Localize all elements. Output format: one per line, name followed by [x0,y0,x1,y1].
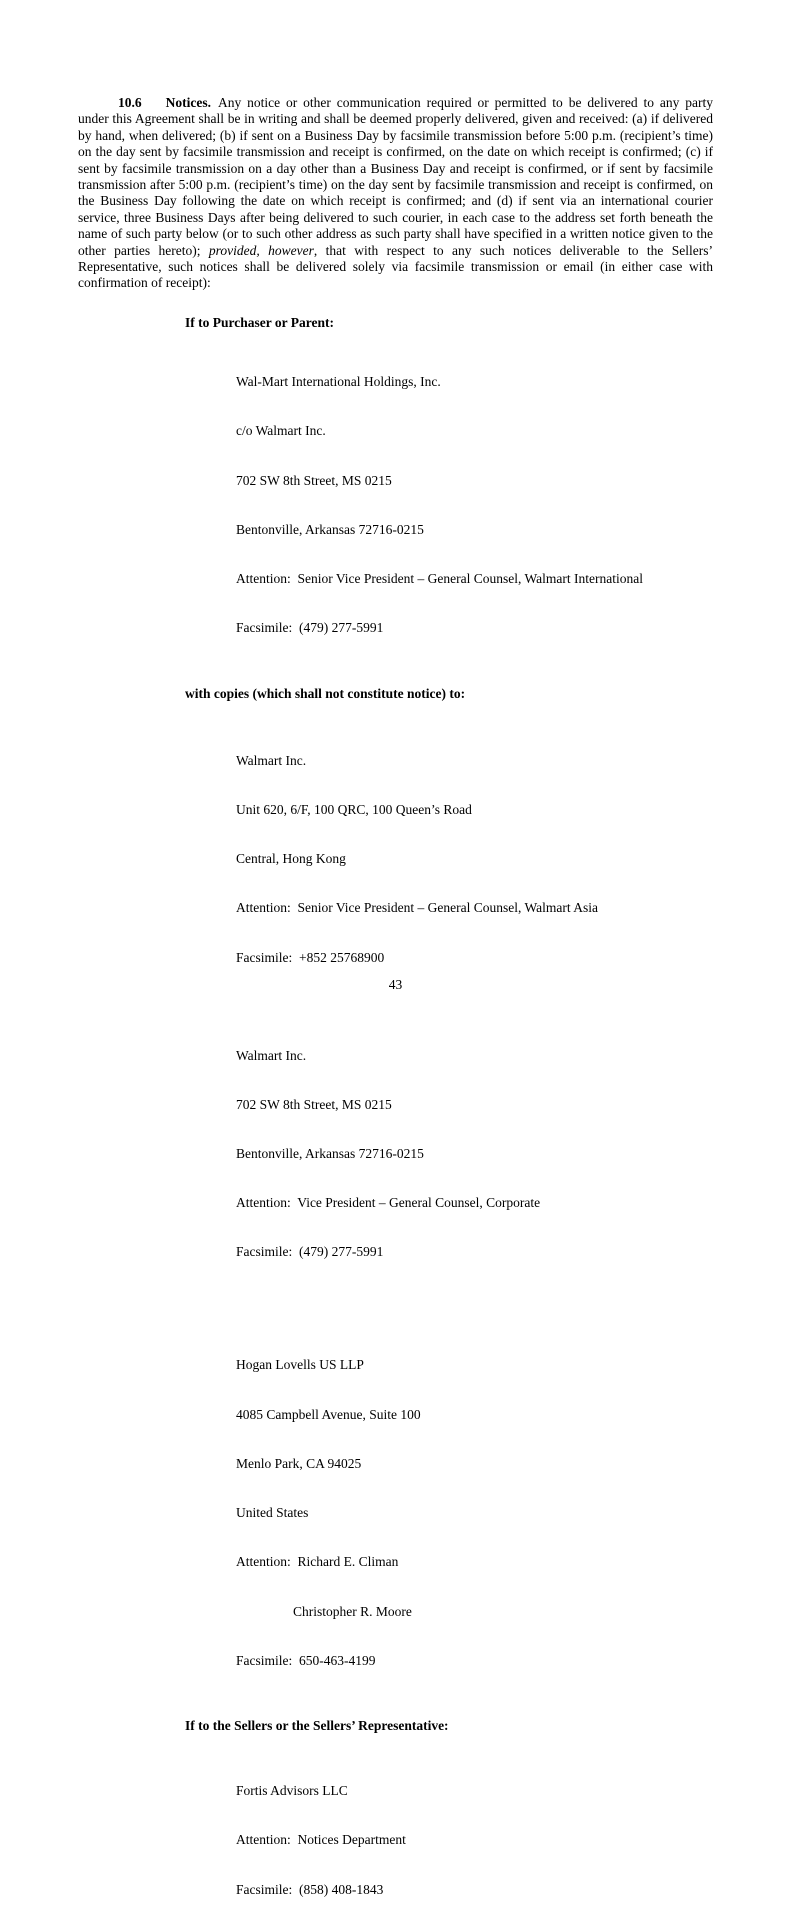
address-line: Walmart Inc. [236,752,307,768]
section-paragraph [78,95,713,292]
address-line: Wal-Mart International Holdings, Inc. [236,374,441,390]
address-line: Menlo Park, CA 94025 [236,1455,362,1471]
document-content [78,95,713,1931]
address-line: Hogan Lovells US LLP [236,1357,364,1373]
facsimile-line: Facsimile: 650-463-4199 [236,1652,376,1668]
address-line: c/o Walmart Inc. [236,423,326,439]
copies-notice-heading: with copies (which shall not constitute notice) to: [185,686,466,702]
attention-line: Attention: Notices Department [236,1832,406,1848]
facsimile-line: Facsimile: (479) 277-5991 [236,620,384,636]
page-number: 43 [388,977,403,992]
hogan-lovells-address-block [236,1325,713,1702]
attention-second-name-line: Christopher R. Moore [293,1603,412,1619]
fortis-address-block [236,1750,713,1930]
address-line: Central, Hong Kong [236,851,346,867]
section-body-italic-phrase: provided, however [208,242,314,258]
facsimile-line: Facsimile: (858) 408-1843 [236,1881,384,1897]
walmart-corporate-address-block [236,1015,713,1294]
attention-line: Attention: Richard E. Climan [236,1554,399,1570]
address-line: Walmart Inc. [236,1047,307,1063]
address-line: Fortis Advisors LLC [236,1783,348,1799]
address-line: United States [236,1505,309,1521]
attention-line: Attention: Vice President – General Counsel, Corporate [236,1195,541,1211]
facsimile-line: Facsimile: (479) 277-5991 [236,1244,384,1260]
attention-line: Attention: Senior Vice President – General Counsel, Walmart International [236,570,644,586]
purchaser-notice-heading: If to Purchaser or Parent: [185,314,334,330]
section-title: Notices. [165,95,211,110]
address-line: 702 SW 8th Street, MS 0215 [236,472,392,488]
attention-line: Attention: Senior Vice President – General Counsel, Walmart Asia [236,900,599,916]
walmart-asia-address-block [236,720,713,999]
facsimile-line: Facsimile: +852 25768900 [236,949,385,965]
sellers-notice-heading: If to the Sellers or the Sellers’ Representative: [185,1717,449,1733]
section-body-text-continued: , that with respect to any such notices deliverable to the Sellers’ Representative, such notices shall be delivered solely via facsimile transmission or email (in either case with confirmation of receipt): [78,242,713,291]
section-body-text: Any notice or other communication required or permitted to be delivered to any party under this Agreement shall be in writing and shall be deemed properly delivered, given and received: (a) if delivered by hand, when delivered; (b) if sent on a Business Day by facsimile transmission before 5:00 p.m. (recipient’s time) on the day sent by facsimile transmission and receipt is confirmed, on the date on which receipt is confirmed; (c) if sent by facsimile transmission on a day other than a Business Day and receipt is confirmed, or if sent by facsimile transmission after 5:00 p.m. (recipient’s time) on the day sent by facsimile transmission and receipt is confirmed, on the Business Day following the date on which receipt is confirmed; and (d) if sent via an international courier service, three Business Days after being delivered to such courier, in each case to the address set forth beneath the name of such party below (or to such other address as such party shall have specified in a written notice given to the other parties hereto); [78,95,713,258]
walmart-international-address-block [236,341,713,669]
section-number: 10.6 [118,95,142,110]
address-line: Bentonville, Arkansas 72716-0215 [236,521,424,537]
address-line: 702 SW 8th Street, MS 0215 [236,1096,392,1112]
address-line: Bentonville, Arkansas 72716-0215 [236,1145,424,1161]
address-line: Unit 620, 6/F, 100 QRC, 100 Queen’s Road [236,801,472,817]
address-line: 4085 Campbell Avenue, Suite 100 [236,1406,421,1422]
